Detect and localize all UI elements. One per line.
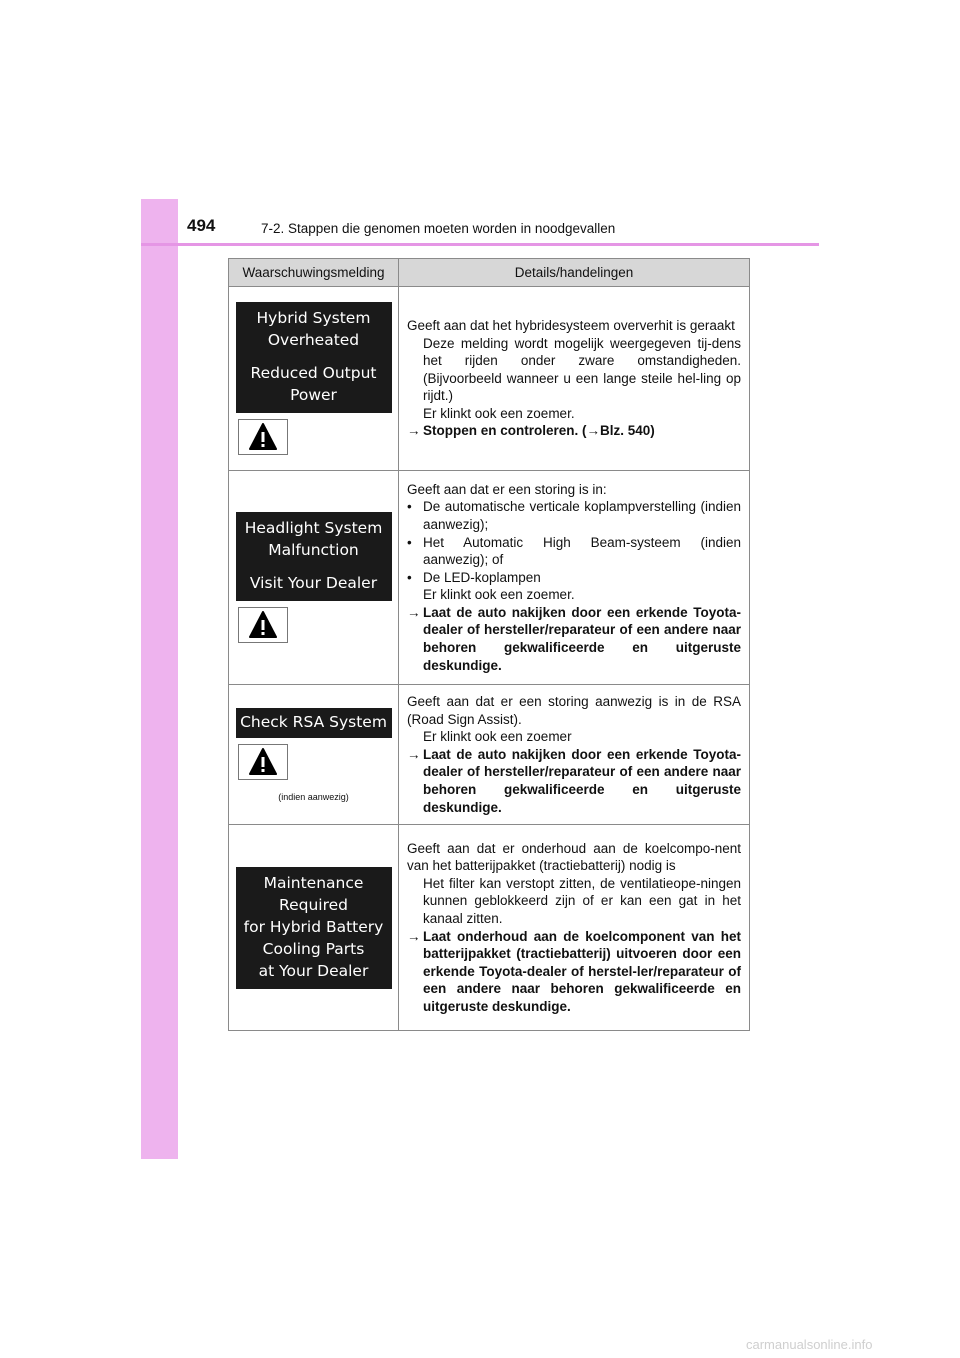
display-message-line: Overheated	[267, 331, 360, 349]
detail-description: Geeft aan dat er onderhoud aan de koelcompo-nent van het batterijpakket (tractiebatterij) nodig is	[407, 840, 741, 874]
detail-note: Er klinkt ook een zoemer.	[423, 405, 575, 421]
display-message-line: Headlight System	[244, 519, 383, 537]
display-message-line: Cooling Parts	[262, 939, 365, 958]
detail-description: Geeft aan dat het hybridesysteem oververhit is geraakt	[407, 317, 735, 333]
optional-caption: (indien aanwezig)	[278, 791, 349, 802]
arrow-right-icon: →	[407, 746, 421, 762]
message-cell	[229, 287, 399, 471]
warning-message-table	[228, 258, 750, 1031]
exclamation-triangle-icon	[248, 422, 278, 452]
details-cell	[399, 685, 750, 825]
display-message-line: Reduced Output	[250, 364, 377, 382]
warning-indicator	[238, 744, 288, 780]
action-instruction	[407, 604, 741, 674]
bullet-icon: •	[407, 569, 412, 585]
action-instruction	[407, 746, 741, 816]
exclamation-triangle-icon	[248, 747, 278, 777]
detail-description: Geeft aan dat er een storing aanwezig is in de RSA (Road Sign Assist).	[407, 694, 741, 727]
arrow-right-icon: →	[407, 423, 421, 439]
bullet-item	[407, 498, 741, 533]
display-message-screen	[236, 708, 392, 738]
detail-description: Geeft aan dat er een storing is in:	[407, 481, 607, 497]
display-spacer	[236, 561, 392, 572]
warning-indicator	[238, 607, 288, 643]
details-cell	[399, 287, 750, 471]
table-row	[229, 471, 750, 685]
details-cell	[399, 471, 750, 685]
header-divider	[141, 243, 819, 246]
display-message-screen	[236, 512, 392, 601]
detail-note: Deze melding wordt mogelijk weergegeven tij-dens het rijden onder zware omstandigheden. (Bijvoorbeeld wanneer u een lange steile hel-ling op rijdt.)	[423, 335, 741, 404]
display-message-line: for Hybrid Battery	[243, 917, 384, 936]
action-text: Laat de auto nakijken door een erkende Toyota-dealer of hersteller/reparateur of een andere naar behoren gekwalificeerde en uitgeruste deskundige.	[423, 604, 741, 673]
display-message-line: Power	[290, 386, 337, 404]
detail-note: Er klinkt ook een zoemer.	[423, 587, 575, 603]
table-row	[229, 825, 750, 1031]
bullet-text: Het Automatic High Beam-systeem (indien aanwezig); of	[423, 534, 741, 568]
display-message-line: Hybrid System	[256, 309, 371, 327]
detail-note: Er klinkt ook een zoemer	[423, 729, 572, 745]
action-instruction	[407, 422, 741, 440]
bullet-text: De automatische verticale koplampverstelling (indien aanwezig);	[423, 499, 741, 532]
action-text: Laat onderhoud aan de koelcomponent van het batterijpakket (tractiebatterij) uitvoeren door een erkende Toyota-dealer of herstel-ler/reparateur of een andere naar behoren gekwalificeerde en uitgeruste deskundige.	[423, 928, 741, 1015]
display-message-line: Maintenance	[263, 873, 364, 892]
bullet-item	[407, 569, 741, 587]
message-cell	[229, 825, 399, 1031]
column-header-details: Details/handelingen	[399, 259, 750, 287]
page-number: 494	[187, 216, 216, 235]
message-cell	[229, 471, 399, 685]
exclamation-triangle-icon	[248, 610, 278, 640]
display-message-line: Check RSA System	[240, 712, 387, 731]
table-row	[229, 685, 750, 825]
display-message-line: at Your Dealer	[258, 961, 369, 980]
bullet-item	[407, 534, 741, 569]
display-message-line: Required	[279, 895, 348, 914]
display-spacer	[236, 351, 392, 362]
chapter-side-tab	[141, 199, 178, 1159]
table-row	[229, 287, 750, 471]
table-header-row	[229, 259, 750, 287]
column-header-message: Waarschuwingsmelding	[229, 259, 399, 287]
action-text: Laat de auto nakijken door een erkende Toyota-dealer of hersteller/reparateur of een andere naar behoren gekwalificeerde en uitgeruste deskundige.	[423, 746, 741, 815]
bullet-text: De LED-koplampen	[423, 569, 541, 585]
display-message-line: Visit Your Dealer	[249, 574, 378, 592]
detail-note: Het filter kan verstopt zitten, de ventilatieope-ningen kunnen geblokkeerd zijn of er kan een gat in het kanaal zitten.	[423, 875, 741, 927]
message-cell	[229, 685, 399, 825]
display-message-screen	[236, 302, 392, 413]
section-title: 7-2. Stappen die genomen moeten worden in noodgevallen	[261, 221, 616, 236]
action-text: Stoppen en controleren. (→Blz. 540)	[423, 423, 655, 439]
action-instruction	[407, 928, 741, 1016]
bullet-icon: •	[407, 499, 412, 515]
display-message-screen	[236, 867, 392, 989]
display-message-line: Malfunction	[268, 541, 359, 559]
arrow-right-icon: →	[407, 604, 421, 620]
details-cell	[399, 825, 750, 1031]
warning-indicator	[238, 419, 288, 455]
arrow-right-icon: →	[407, 928, 421, 944]
footer-watermark: carmanualsonline.info	[746, 1337, 873, 1352]
bullet-icon: •	[407, 534, 412, 550]
